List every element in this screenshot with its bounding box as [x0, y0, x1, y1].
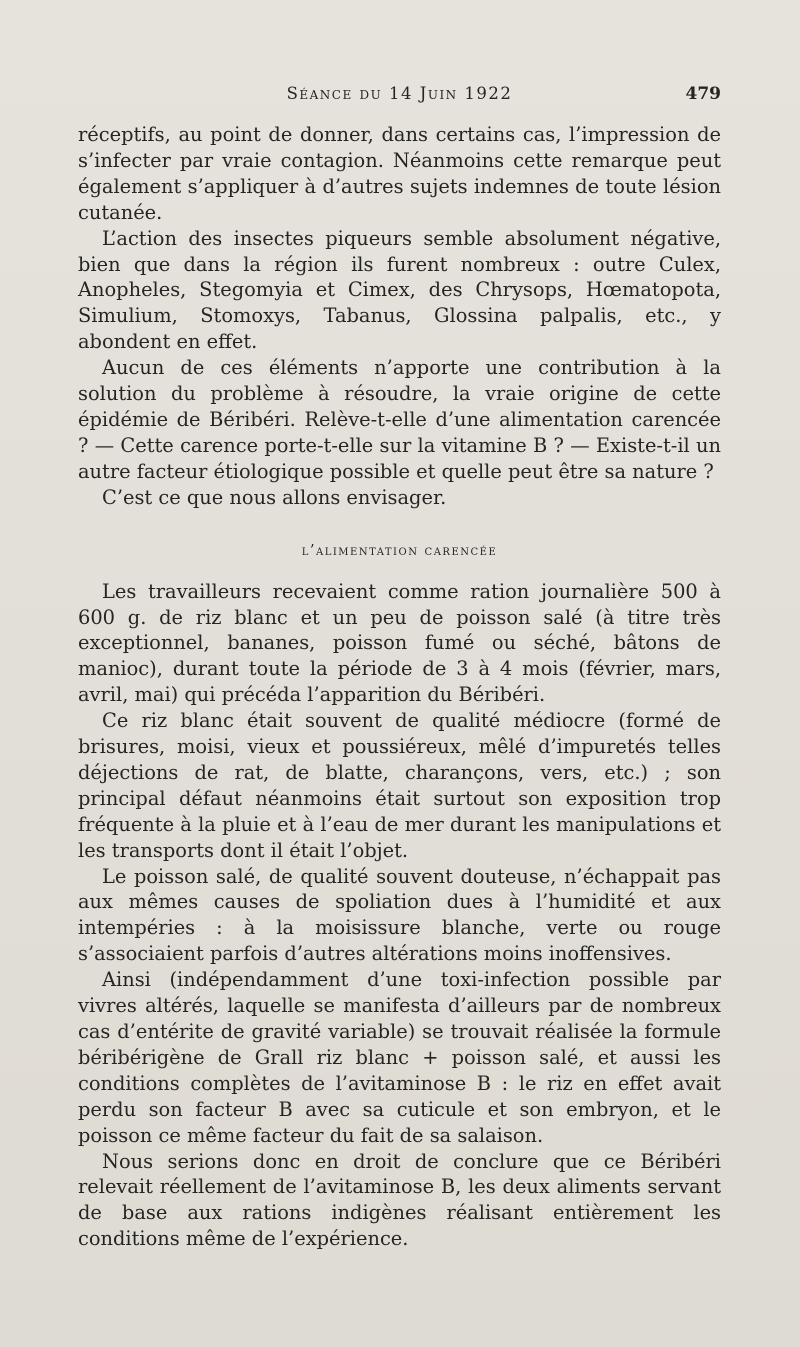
paragraph-envisager: C’est ce que nous allons envisager. [102, 485, 447, 509]
paragraph-poisson-sale: Le poisson salé, de qualité souvent douteuse, n’échappait pas aux mêmes causes de spoliation dues à l’humidité et aux intempéries : à la moisissure blanche, verte ou rouge s’associaient parfois d’autres altérations moins inoffensives. [78, 864, 721, 966]
paragraph-insectes-piqueurs: L’action des insectes piqueurs semble absolument négative, bien que dans la région ils furent nombreux : outre Culex, Anopheles, Stegomyia et Cimex, des Chrysops, Hœmatopota, Simulium, Stomoxys, Tabanus, Glossina palpalis, etc., y abondent en effet. [78, 226, 721, 354]
section-heading: l’alimentation carencée [301, 542, 498, 559]
body-text [78, 122, 721, 1252]
paragraph-conclusion: Nous serions donc en droit de conclure que ce Béribéri relevait réellement de l’avitaminose B, les deux aliments servant de base aux rations indigènes réalisant entièrement les conditions même de l’expérience. [78, 1149, 721, 1251]
paragraph-riz-blanc: Ce riz blanc était souvent de qualité médiocre (formé de brisures, moisi, vieux et poussiéreux, mêlé d’impuretés telles déjections de rat, de blatte, charançons, vers, etc.) ; son principal défaut néanmoins était surtout son exposition trop fréquente à la pluie et à l’eau de mer durant les manipulations et les transports dont il était l’objet. [78, 709, 721, 862]
page-number: 479 [685, 84, 721, 104]
paragraph-aucun-element: Aucun de ces éléments n’apporte une contribution à la solution du problème à résoudre, la vraie origine de cette épidémie de Béribéri. Relève-t-elle d’une alimentation carencée ? — Cette carence porte-t-elle sur la vitamine B ? — Existe-t-il un autre facteur étiologique possible et quelle peut être sa nature ? [78, 356, 721, 483]
running-head [78, 84, 721, 112]
running-head-title: Séance du 14 Juin 1922 [286, 84, 513, 103]
paragraph-formule-beriberigene: Ainsi (indépendamment d’une toxi-infection possible par vivres altérés, laquelle se manifesta d’ailleurs par de nombreux cas d’entérite de gravité variable) se trouvait réalisée la formule béribérigène de Grall riz blanc + poisson salé, et aussi les conditions complètes de l’avitaminose B : le riz en effet avait perdu son facteur B avec sa cuticule et son embryon, et le poisson ce même facteur du fait de sa salaison. [78, 968, 721, 1147]
paragraph-receptifs: réceptifs, au point de donner, dans certains cas, l’impression de s’infecter par vraie contagion. Néanmoins cette remarque peut également s’appliquer à d’autres sujets indemnes de toute lésion cutanée. [78, 123, 721, 224]
paragraph-ration-journaliere: Les travailleurs recevaient comme ration journalière 500 à 600 g. de riz blanc et un peu de poisson salé (à titre très exceptionnel, bananes, poisson fumé ou séché, bâtons de manioc), durant toute la période de 3 à 4 mois (février, mars, avril, mai) qui précéda l’apparition du Béribéri. [78, 579, 721, 707]
